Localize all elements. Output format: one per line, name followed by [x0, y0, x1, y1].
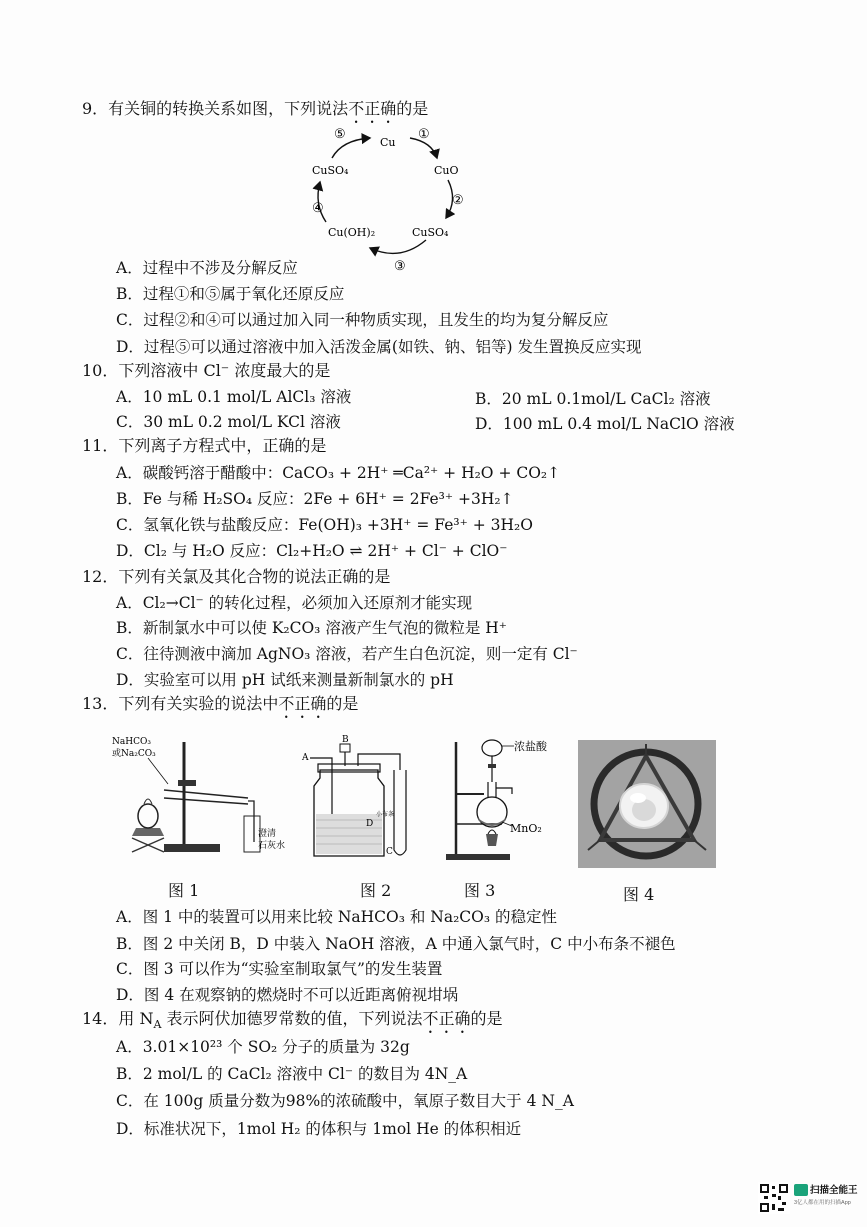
q14-option-b: B．2 mol/L 的 CaCl₂ 溶液中 Cl⁻ 的数目为 4N_A	[116, 1065, 468, 1083]
q11-option-d: D．Cl₂ 与 H₂O 反应：Cl₂+H₂O ⇌ 2H⁺ + Cl⁻ + ClO⁻	[116, 542, 508, 560]
step-1: ①	[418, 127, 430, 142]
node-cuso4-right: CuSO₄	[412, 226, 449, 239]
fig1-label-lime1: 澄清	[258, 829, 277, 839]
question-11-stem: 11．下列离子方程式中，正确的是	[82, 436, 327, 455]
node-cuoh2: Cu(OH)₂	[328, 226, 376, 239]
node-cu: Cu	[380, 136, 396, 149]
step-2: ②	[452, 193, 464, 208]
q11-option-a: A．碳酸钙溶于醋酸中：CaCO₃ + 2H⁺ ═Ca²⁺ + H₂O + CO₂↑	[116, 464, 561, 482]
q12-option-a: A．Cl₂→Cl⁻ 的转化过程，必须加入还原剂才能实现	[116, 594, 473, 612]
q14-option-d: D．标准状况下，1mol H₂ 的体积与 1mol He 的体积相近	[116, 1120, 522, 1138]
fig2-label-c: C	[386, 847, 393, 857]
fig2-label-d: D	[366, 819, 374, 829]
q10-option-b: B．20 mL 0.1mol/L CaCl₂ 溶液	[475, 390, 711, 408]
fig3-label-acid: 浓盐酸	[514, 740, 547, 753]
q13-option-a: A．图 1 中的装置可以用来比较 NaHCO₃ 和 Na₂CO₃ 的稳定性	[116, 908, 558, 926]
figure-4-caption: 图 4	[623, 885, 655, 904]
watermark-title: 扫描全能王	[810, 1185, 858, 1196]
step-3: ③	[394, 259, 406, 274]
q9-option-b: B．过程①和⑤属于氧化还原反应	[116, 285, 345, 303]
figure-1-heating-apparatus	[108, 732, 288, 862]
q11-option-b: B．Fe 与稀 H₂SO₄ 反应：2Fe + 6H⁺ = 2Fe³⁺ +3H₂↑	[116, 490, 514, 508]
q9-option-a: A．过程中不涉及分解反应	[116, 259, 298, 277]
fig2-label-cloth: 小布条	[376, 811, 395, 818]
step-5: ⑤	[334, 127, 346, 142]
q9-option-d: D．过程⑤可以通过溶液中加入活泼金属(如铁、钠、铝等) 发生置换反应实现	[116, 338, 642, 356]
question-12-stem: 12．下列有关氯及其化合物的说法正确的是	[82, 567, 391, 586]
q13-option-b: B．图 2 中关闭 B，D 中装入 NaOH 溶液，A 中通入氯气时，C 中小布条不褪色	[116, 935, 676, 953]
node-cuo: CuO	[434, 164, 459, 177]
fig2-label-b: B	[342, 735, 349, 745]
fig1-label-lime2: 石灰水	[258, 841, 286, 851]
fig3-label-mno2: MnO₂	[510, 822, 542, 835]
q10-option-c: C．30 mL 0.2 mol/L KCl 溶液	[116, 413, 341, 431]
q10-option-d: D．100 mL 0.4 mol/L NaClO 溶液	[475, 415, 735, 433]
question-13-stem: 13．下列有关实验的说法中不正确的是	[82, 694, 359, 713]
q12-option-b: B．新制氯水中可以使 K₂CO₃ 溶液产生气泡的微粒是 H⁺	[116, 619, 507, 637]
q11-option-c: C．氢氧化铁与盐酸反应：Fe(OH)₃ +3H⁺ = Fe³⁺ + 3H₂O	[116, 516, 533, 534]
watermark-subtitle: 3亿人都在用的扫描App	[794, 1200, 851, 1206]
q9-option-c: C．过程②和④可以通过加入同一种物质实现，且发生的均为复分解反应	[116, 311, 609, 329]
fig2-label-a: A	[302, 753, 309, 763]
figure-4-crucible-photo	[578, 740, 716, 868]
figure-1-caption: 图 1	[168, 881, 200, 900]
q13-option-d: D．图 4 在观察钠的燃烧时不可以近距离俯视坩埚	[116, 986, 459, 1004]
app-logo-icon	[794, 1184, 808, 1196]
node-cuso4-left: CuSO₄	[312, 164, 349, 177]
figure-3-chlorine-generator	[440, 736, 570, 864]
question-10-stem: 10．下列溶液中 Cl⁻ 浓度最大的是	[82, 361, 331, 380]
copper-cycle-diagram	[300, 122, 480, 274]
q10-option-a: A．10 mL 0.1 mol/L AlCl₃ 溶液	[116, 388, 352, 406]
q14-option-c: C．在 100g 质量分数为98%的浓硫酸中，氧原子数目大于 4 N_A	[116, 1092, 574, 1110]
figure-2-gas-bottle	[296, 730, 426, 864]
step-4: ④	[312, 201, 324, 216]
q13-option-c: C．图 3 可以作为“实验室制取氯气”的发生装置	[116, 960, 443, 978]
q12-option-d: D．实验室可以用 pH 试纸来测量新制氯水的 pH	[116, 671, 454, 689]
qr-code-icon	[758, 1182, 790, 1214]
scanner-watermark	[758, 1176, 858, 1220]
q12-option-c: C．往待测液中滴加 AgNO₃ 溶液，若产生白色沉淀，则一定有 Cl⁻	[116, 645, 578, 663]
question-9-stem: 9．有关铜的转换关系如图，下列说法不正确的是	[82, 99, 429, 118]
fig1-label-reagent: NaHCO₃	[112, 737, 151, 747]
q14-option-a: A．3.01×10²³ 个 SO₂ 分子的质量为 32g	[116, 1038, 410, 1056]
fig1-label-reagent2: 或Na₂CO₃	[112, 749, 156, 759]
figure-3-caption: 图 3	[464, 881, 496, 900]
figure-2-caption: 图 2	[360, 881, 392, 900]
question-14-stem: 14．用 $N_A$ 表示阿伏加德罗常数的值，下列说法不正确的是	[82, 1009, 503, 1032]
